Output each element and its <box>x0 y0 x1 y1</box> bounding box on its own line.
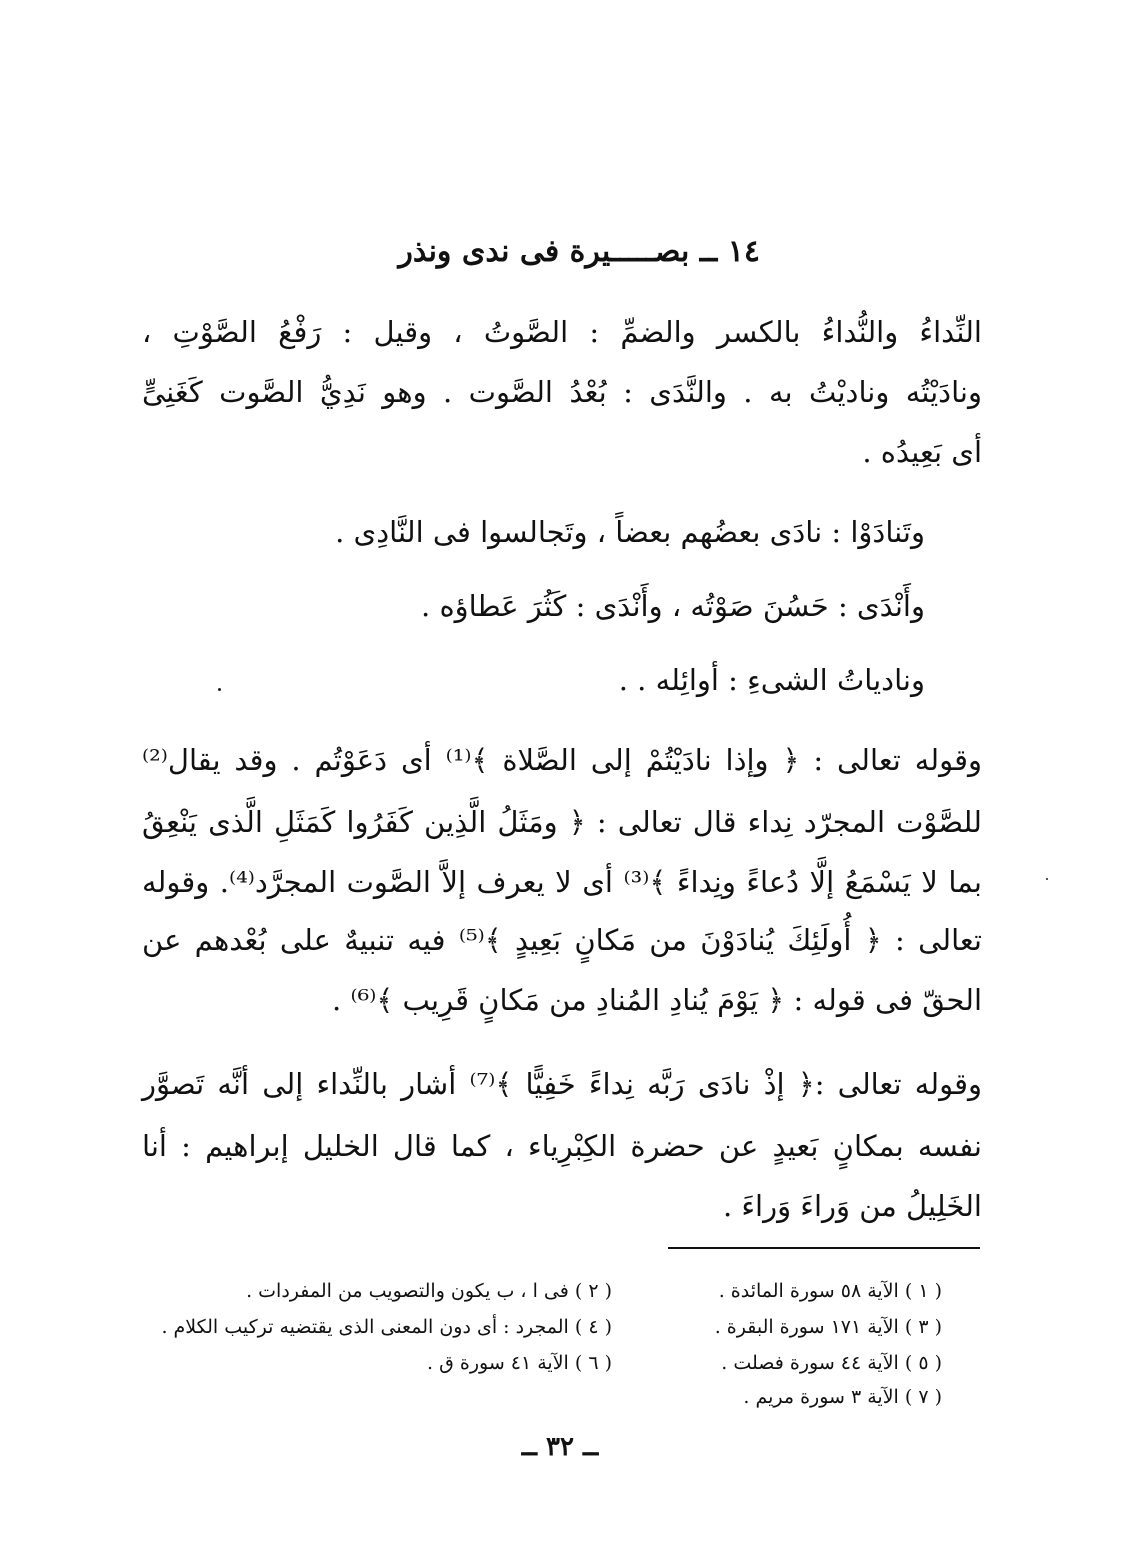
body-line: وقوله تعالى : ﴿ وإذا نادَيْتُمْ إلى الصَّلاة ﴾⁽¹⁾ أى دَعَوْتُم . وقد يقال⁽²⁾ <box>142 743 982 777</box>
chapter-title: ١٤ ــ بصـــــيرة فى ندى ونذر <box>398 234 760 269</box>
body-line: النِّداءُ والنُّداءُ بالكسر والضمِّ : الصَّوتُ ، وقيل : رَفْعُ الصَّوْتِ ، <box>142 315 982 349</box>
body-line: للصَّوْت المجرّد نِداء قال تعالى : ﴿ ومَثَلُ الَّذِين كَفَرُوا كَمَثَلِ الَّذى يَنْعِقُ <box>142 805 982 839</box>
body-line: بما لا يَسْمَعُ إلَّا دُعاءً ونِداءً ﴾⁽³⁾ أى لا يعرف إلاَّ الصَّوت المجرَّد⁽⁴⁾. وقوله <box>142 865 983 899</box>
scan-speck <box>1046 878 1048 880</box>
footnote: ( ٦ ) الآية ٤١ سورة ق . <box>427 1352 612 1374</box>
body-line: تعالى : ﴿ أُولَئِكَ يُنادَوْنَ من مَكانٍ بَعِيدٍ ﴾⁽⁵⁾ فيه تنبيهٌ على بُعْدهم عن <box>142 923 982 957</box>
body-line: وقوله تعالى :﴿ إذْ نادَى رَبَّه نِداءً خَفِيًّا ﴾⁽⁷⁾ أشار بالنِّداء إلى أنَّه تَصوَّر <box>142 1067 982 1101</box>
footnote: ( ٣ ) الآية ١٧١ سورة البقرة . <box>714 1316 942 1338</box>
body-line: نفسه بمكانٍ بَعيدٍ عن حضرة الكِبْرِياء ، كما قال الخليل إبراهيم : أنا <box>142 1129 982 1163</box>
body-line: ونادَيْتُه وناديْتُ به . والنَّدَى : بُعْدُ الصَّوت . وهو نَدِيُّ الصَّوت كَغَنِىٍّ <box>142 375 982 409</box>
footnote-separator <box>668 1247 980 1249</box>
page-number: ــ ٣٢ ــ <box>521 1432 599 1462</box>
footnote: ( ٧ ) الآية ٣ سورة مريم . <box>743 1386 942 1408</box>
body-line: وتَنادَوْا : نادَى بعضُهم بعضاً ، وتَجالسوا فى النَّادِى . <box>335 515 925 549</box>
scan-speck <box>218 688 221 691</box>
body-line: ونادياتُ الشىءِ : أوائِله . . <box>618 663 925 697</box>
footnote: ( ٤ ) المجرد : أى دون المعنى الذى يقتضيه تركيب الكلام . <box>161 1316 612 1338</box>
footnote: ( ١ ) الآية ٥٨ سورة المائدة . <box>718 1280 942 1302</box>
body-line: أى بَعِيدُه . <box>862 435 982 469</box>
body-line: وأَنْدَى : حَسُنَ صَوْتُه ، وأَنْدَى : كَثُرَ عَطاؤه . <box>421 589 925 623</box>
footnote: ( ٢ ) فى ا ، ب يكون والتصويب من المفردات . <box>246 1280 612 1302</box>
body-line: الحقّ فى قوله : ﴿ يَوْمَ يُنادِ المُنادِ من مَكانٍ قَرِيب ﴾⁽⁶⁾ . <box>332 983 982 1017</box>
footnote: ( ٥ ) الآية ٤٤ سورة فصلت . <box>721 1352 942 1374</box>
body-line: الخَلِيلُ من وَراءَ وَراءَ . <box>722 1189 982 1223</box>
